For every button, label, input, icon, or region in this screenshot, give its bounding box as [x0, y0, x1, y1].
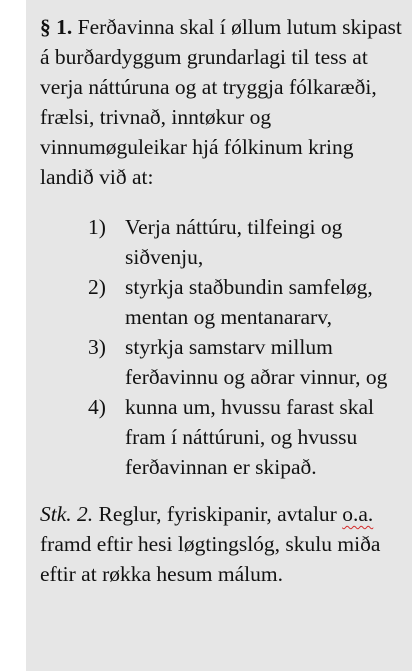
list-item-number: 4): [88, 395, 106, 419]
law-text-panel: [26, 0, 412, 671]
stk-2-paragraph: [40, 499, 406, 589]
stk-text-before: Reglur, fyriskipanir, avtalur: [98, 502, 337, 526]
list-item: [40, 272, 412, 332]
list-item-number: 3): [88, 335, 106, 359]
list-item-text: Verja náttúru, tilfeingi og siðvenju,: [125, 215, 343, 269]
purpose-list: [40, 212, 412, 482]
list-item: [40, 332, 412, 392]
list-item: [40, 392, 412, 482]
list-item-number: 1): [88, 215, 106, 239]
list-item-number: 2): [88, 275, 106, 299]
list-item: [40, 212, 412, 272]
spellcheck-flagged-word[interactable]: o.a.: [342, 502, 374, 526]
section-1-paragraph: [40, 12, 406, 192]
stk-text-after: framd eftir hesi løgtingslóg, skulu miða eftir at røkka hesum málum.: [40, 532, 381, 586]
section-1-text: Ferðavinna skal í øllum lutum skipast á burðardyggum grundarlagi til tess at verja náttúruna og at tryggja fólkaræði, frælsi, trivnað, inntøkur og vinnumøguleikar hjá fólkinum kring landið við at:: [40, 15, 402, 189]
list-item-text: kunna um, hvussu farast skal fram í náttúruni, og hvussu ferðavinnan er skipað.: [125, 395, 375, 479]
list-item-text: styrkja samstarv millum ferðavinnu og aðrar vinnur, og: [125, 335, 388, 389]
list-item-text: styrkja staðbundin samfeløg, mentan og mentanararv,: [125, 275, 373, 329]
section-number: § 1.: [40, 15, 73, 39]
stk-label: Stk. 2.: [40, 502, 94, 526]
